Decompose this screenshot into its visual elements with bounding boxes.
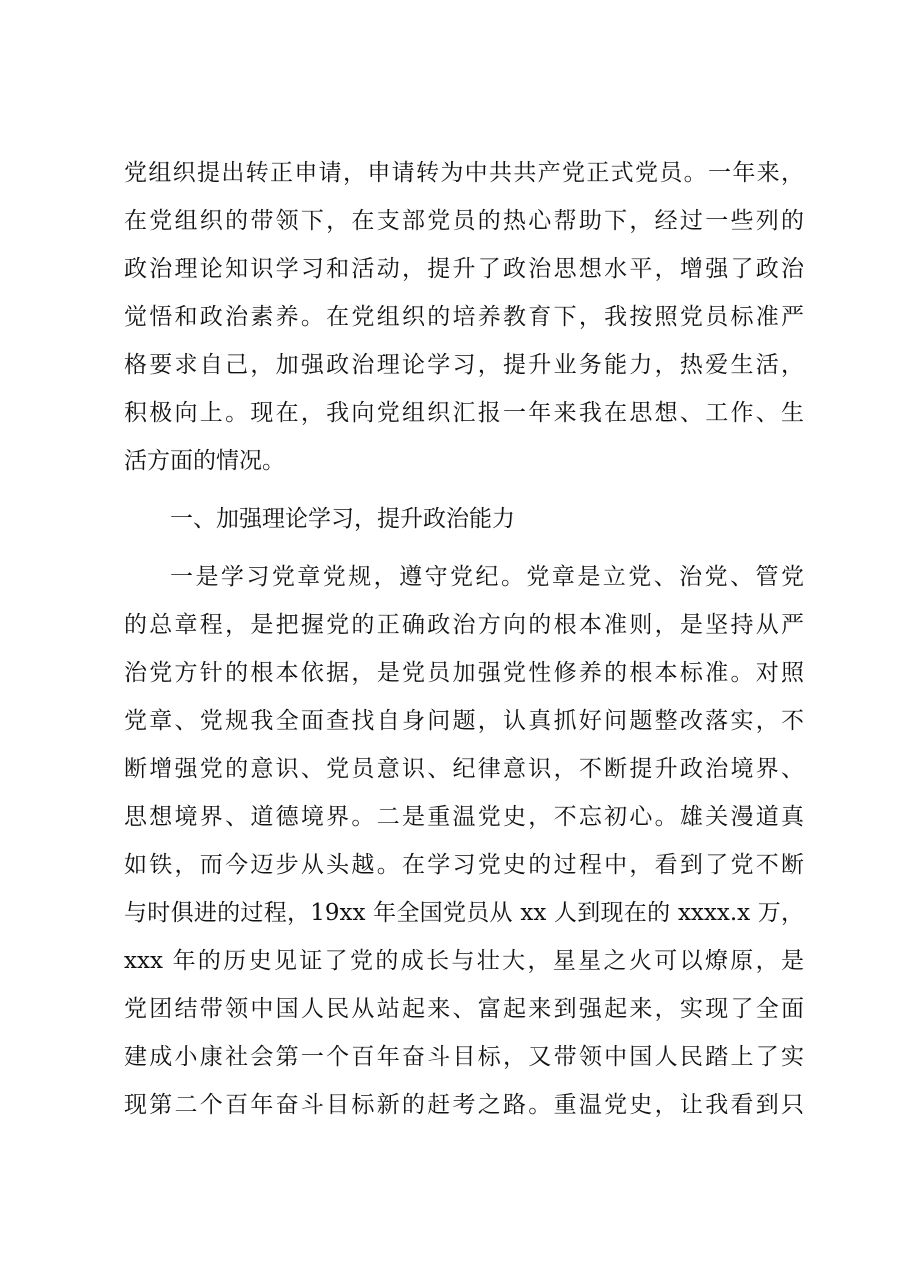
paragraph-line: 格要求自己，加强政治理论学习，提升业务能力，热爱生活， [124,352,804,378]
paragraph-line: 治党方针的根本依据，是党员加强党性修养的根本标准。对照 [124,660,804,686]
paragraph-line: 政治理论知识学习和活动，提升了政治思想水平，增强了政治 [124,256,804,282]
section-heading: 一、加强理论学习，提升政治能力 [170,506,515,532]
paragraph-line: xxx 年的历史见证了党的成长与壮大，星星之火可以燎原，是 [124,948,804,974]
paragraph-line: 党团结带领中国人民从站起来、富起来到强起来，实现了全面 [124,996,804,1022]
paragraph-line: 觉悟和政治素养。在党组织的培养教育下，我按照党员标准严 [124,304,804,330]
paragraph-line: 思想境界、道德境界。二是重温党史，不忘初心。雄关漫道真 [124,804,804,830]
paragraph-line: 党组织提出转正申请，申请转为中共共产党正式党员。一年来， [124,160,804,186]
paragraph-line: 一是学习党章党规，遵守党纪。党章是立党、治党、管党 [170,564,804,590]
paragraph-line: 与时俱进的过程，19xx 年全国党员从 xx 人到现在的 xxxx.x 万， [124,900,804,926]
paragraph-line: 党章、党规我全面查找自身问题，认真抓好问题整改落实，不 [124,708,804,734]
paragraph-line: 积极向上。现在，我向党组织汇报一年来我在思想、工作、生 [124,400,804,426]
paragraph-line: 的总章程，是把握党的正确政治方向的根本准则，是坚持从严 [124,612,804,638]
paragraph-line: 如铁，而今迈步从头越。在学习党史的过程中，看到了党不断 [124,852,804,878]
paragraph-line: 在党组织的带领下，在支部党员的热心帮助下，经过一些列的 [124,208,804,234]
paragraph-line: 建成小康社会第一个百年奋斗目标，又带领中国人民踏上了实 [124,1044,804,1070]
paragraph-line: 现第二个百年奋斗目标新的赶考之路。重温党史，让我看到只 [124,1092,804,1118]
paragraph-line: 活方面的情况。 [124,448,285,474]
paragraph-line: 断增强党的意识、党员意识、纪律意识，不断提升政治境界、 [124,756,804,782]
